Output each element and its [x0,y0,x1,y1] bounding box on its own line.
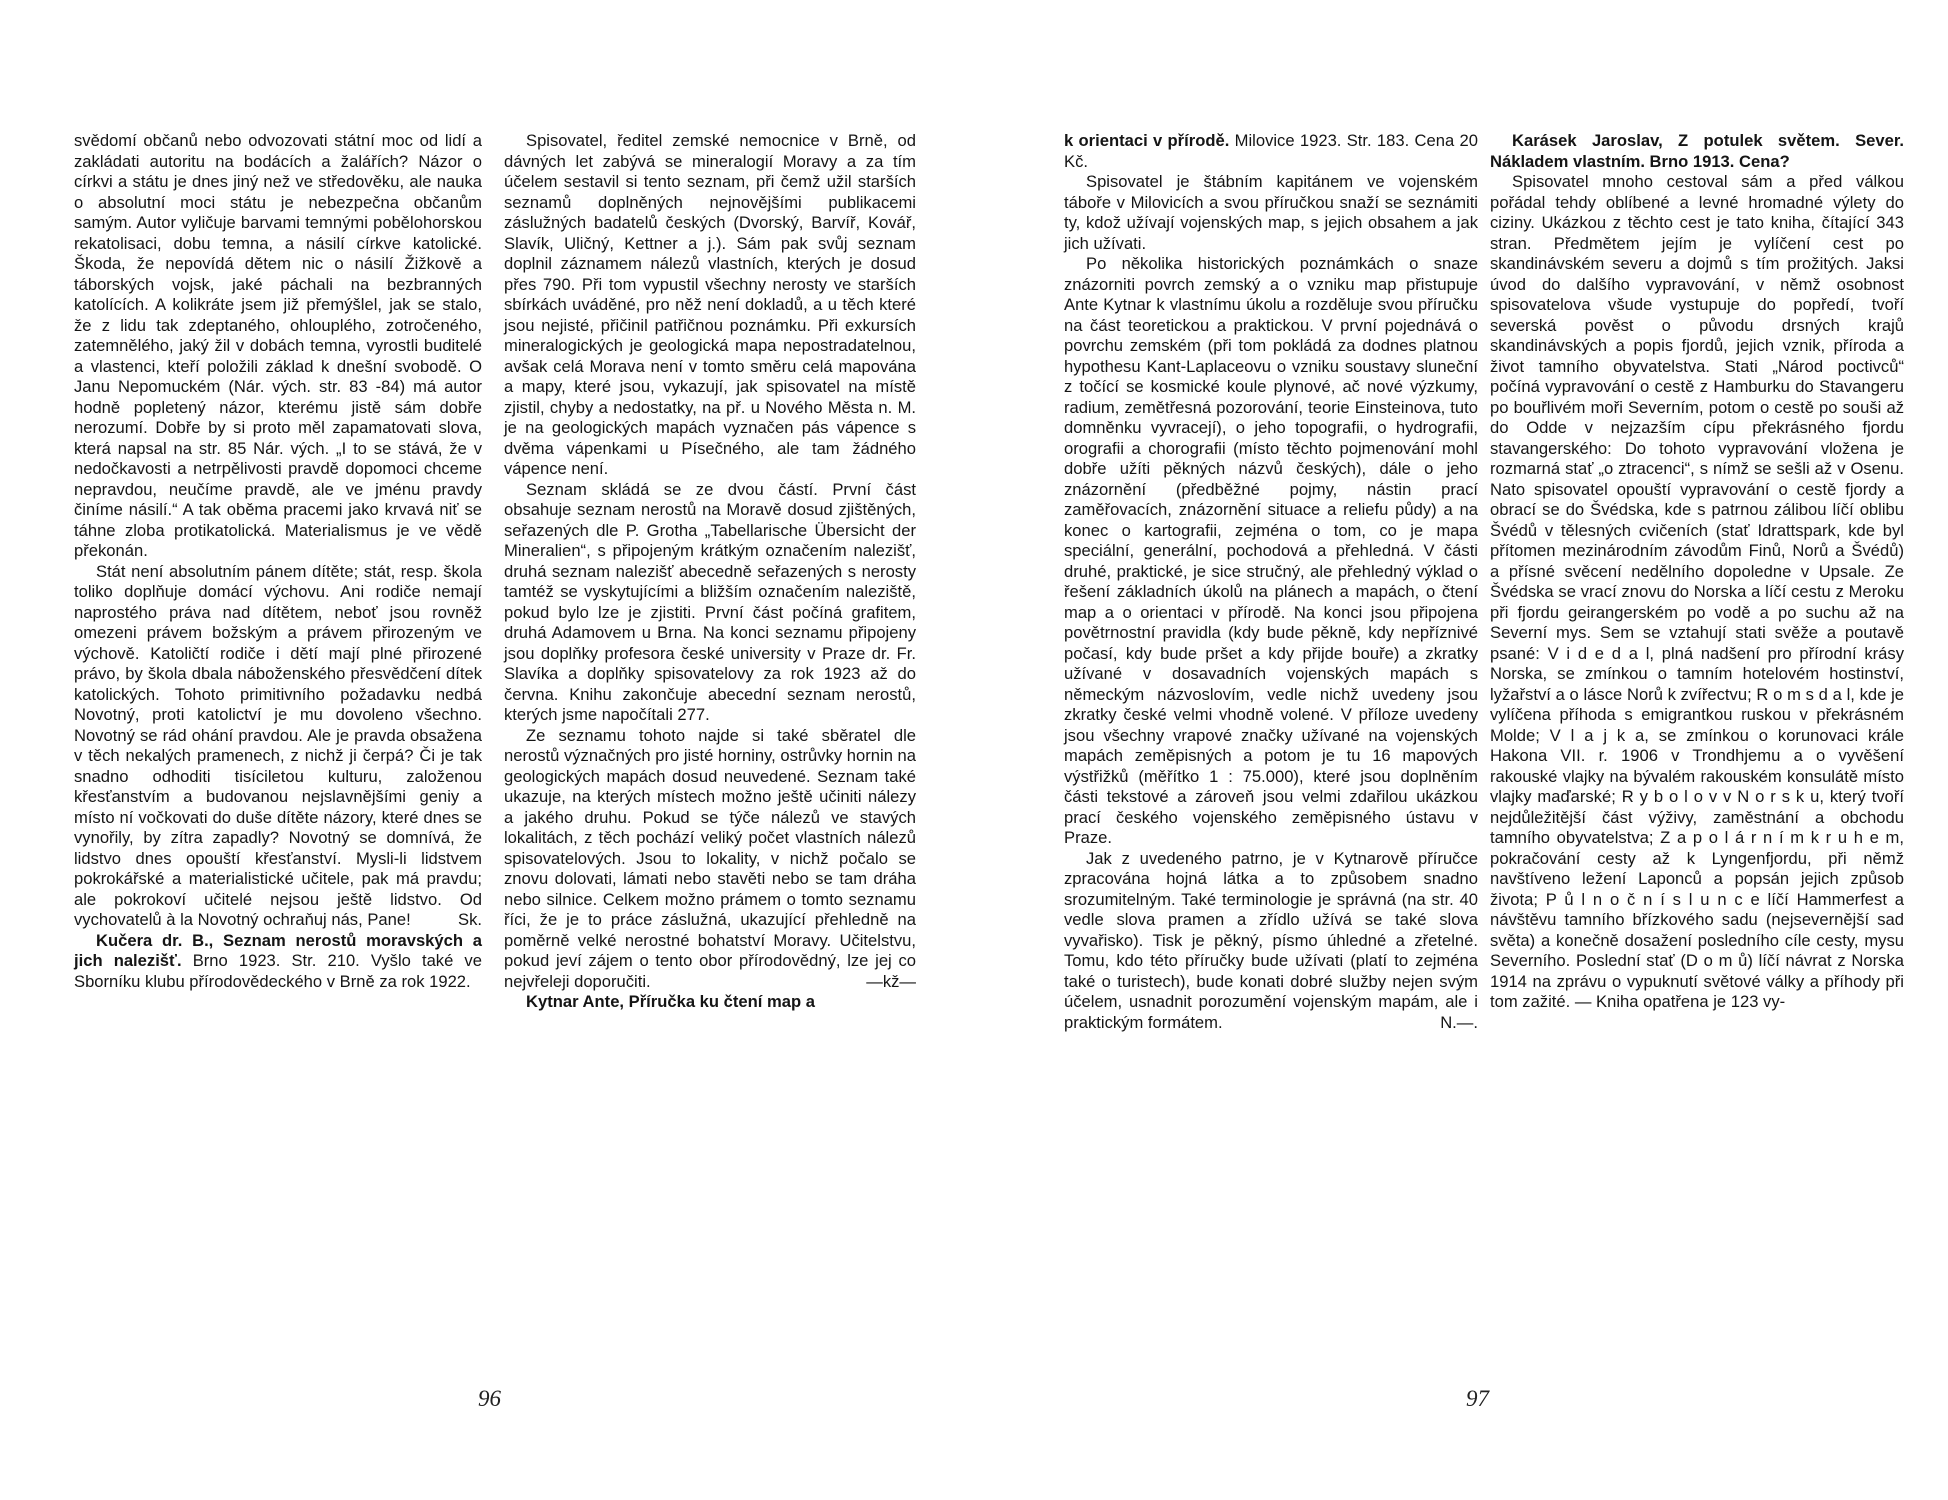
paragraph: Spisovatel je štábním kapitánem ve vojenském táboře v Milovicích a svou příručkou snaží se seznámiti ty, kdož užívají vojenských map, s jejich obsahem a jak jich užívati. [1064,172,1478,253]
right-page-column-1 [1064,131,1478,1033]
paragraph: svědomí občanů nebo odvozovati státní moc od lidí a zakládati autoritu na bodácích a žalářích? Názor o církvi a státu je dnes jiný než ve středověku, ale nauka o absolutní moci státu je nebezpečna občanům samým. Autor vyličuje barvami temnými pobělohorskou rekatolisaci, dobu temna, a násilí církve katolické. Škoda, že nepovídá dětem nic o násilí Žižkově a táborských vojsk, jaké páchali na bezbranných katolících. A kolikráte jsem již přemýšlel, jak se stalo, že z lidu tak zdeptaného, ohlouplého, zotročeného, zatemnělého, jaký žil v dobách temna, vyrostli buditelé a vlastenci, kteří položili základ k dnešní svobodě. O Janu Nepomuckém (Nár. vých. str. 83 -84) má autor hodně popletený názor, kterému jistě sám dobře nerozumí. Dobře by si proto měl zapamatovati slova, která napsal na str. 85 Nár. vých. „I to se stává, že v nedočkavosti a netrpělivosti pravdě dopomoci chceme nepravdou, neučíme pravdě, ale ve jménu pravdy činíme násilí.“ A tak oběma pracemi jako krvavá niť se táhne zloba protikatolická. Materialismus je ve vědě překonán. [74,131,482,560]
paragraph: Spisovatel, ředitel zemské nemocnice v Brně, od dávných let zabývá se mineralogií Moravy a za tím účelem sestavil si tento seznam, při čemž užil starších seznamů doplněných nejnovějšími publikacemi záslužných badatelů českých (Dvorský, Barvíř, Kovář, Slavík, Uličný, Kettner a j.). Sám pak svůj seznam doplnil záznamem nálezů vlastních, kterých je dosud přes 790. Při tom vypustil všechny nerosty ve starších sbírkách uváděné, pro něž není dokladů, a u těch které jsou nejisté, přičinil patřičnou poznámku. Při exkursích mineralogických je geologická mapa nepostradatelnou, avšak celá Morava není v tomto směru celá mapována a mapy, které jsou, vykazují, jak spisovatel na místě zjistil, chyby a nedostatky, na př. u Nového Města n. M. je na geologických mapách vyznačen pás vápence s dvěma vápenkami u Písečného, ale tam žádného vápence není. [504,131,916,478]
right-page-column-2 [1490,131,1904,1013]
review-heading: Kytnar Ante, Příručka ku čtení map a [526,992,815,1011]
page-number: 96 [478,1386,501,1411]
left-page-column-1 [74,131,482,992]
paragraph: Po několika historických poznámkách o snaze znázorniti povrch zemský a o vzniku map přistupuje Ante Kytnar k vlastnímu úkolu a rozděluje svou příručku na část teoretickou a praktickou. V první pojednává o povrchu zemském (při tom pokládá za dodnes platnou hypothesu Kant-Laplaceovu o vzniku soustavy sluneční z točící se kosmické koule plynové, ač nové výzkumy, radium, zemětřesná pozorování, teorie Einsteinova, tuto domněnku vyvracejí), o jeho topografii, o hydrografii, orografii a chorografii (místo těchto pojmenování mohl dobře užíti pěkných názvů českých), dále o jeho znázornění (předběžné pojmy, nástin prací zaměřovacích, znázornění situace a reliefu půdy) a na konec o kartografii, zejména o tom, co je mapa speciální, generální, pochodová a přehledná. V části druhé, praktické, je sice stručný, ale přehledný výklad o řešení základních úkolů na plánech a mapách, o čtení map a o orientaci v přírodě. Na konci jsou připojena povětrnostní pravidla (kdy bude pěkně, kdy nepříznivé počasí, kdy bude pršet a kdy přijde bouře) a zkratky užívané v dosavadních vojenských mapách s německým názvoslovím, vedle nichž uvedeny jsou zkratky české velmi vhodně volené. V příloze uvedeny jsou všechny vrapové značky užívané na vojenských mapách zeměpisných a potom je tu 16 mapových výstřižků (měřítko 1 : 75.000), které jsou doplněním části tekstové a zároveň jsou velmi zdařilou ukázkou prací českého vojenského zeměpisného ústavu v Praze. [1064,254,1478,847]
paragraph-text: Jak z uvedeného patrno, je v Kytnarově příručce zpracována hojná látka a to způsobem snadno srozumitelným. Také terminologie je správná (na str. 40 vedle slova pramen a zřídlo užívá se také slova vyvařisko). Tisk je pěkný, písmo úhledné a zřetelné. Tomu, kdo této příručky bude užívati (platí to zejména také o turistech), bude konati dobré služby nejen svým účelem, usnadnit porozumění vojenským mapám, ale i praktickým formátem. [1064,848,1478,1032]
paragraph [74,562,482,931]
paragraph-text: Stát není absolutním pánem dítěte; stát, resp. škola toliko doplňuje domácí výchovu. Ani rodiče nemají naprostého práva nad dítětem, neboť jsou rovněž omezeni právem božským a právem přirozeným ve výchově. Katoličtí rodiče i dětí mají plné přirozené právo, by škola dbala náboženského přesvědčení dítek katolických. Tohoto primitivního požadavku nedbá Novotný, proti katolictví je mu dovoleno všechno. Novotný se rád ohání pravdou. Ale je pravda obsažena v těch nekalých pramenech, z nichž ji čerpá? Či je tak snadno odhoditi tisíciletou kulturu, založenou křesťanstvím a budovanou nejslavnějšími geniy a místo ní vočkovati do duše dítěte názory, které dnes se vynořily, by zítra zapadly? Novotný se domnívá, že lidstvo dnes opouští křesťanství. Mysli-li lidstvem pokrokářské a materialistické učitele, pak má pravdu; ale pokrokoví učitelé nejsou ještě lidstvo. Od vychovatelů à la Novotný ochraňuj nás, Pane! [74,561,482,929]
paragraph: Spisovatel mnoho cestoval sám a před válkou pořádal tehdy oblíbené a levné hromadné výlety do ciziny. Ukázkou z těchto cest je tato kniha, čítající 343 stran. Předmětem jejím je vylíčení cest po skandinávském severu a dojmů s tím prožitých. Jaksi úvod do dalšího vypravování, v němž osobnost spisovatelova všude vystupuje do popředí, tvoří severská pověst o původu drsných krajů skandinávských a popis fjordů, jejich vznik, příroda a život tamního obyvatelstva. Stati „Národ poctivců“ počíná vypravování o cestě z Hamburku do Stavangeru po bouřlivém moři Severním, potom o cestě po souši až do Odde v nejzazším cípu překrásného fjordu stavangerského: Do tohoto vypravování vložena je rozmarná stať „o ztracenci“, s nímž se sešli až v Osenu. Nato spisovatel opouští vypravování o cestě fjordy a obrací se do Švédska, kde s patrnou zálibou líčí oblibu Švédů v tělesných cvičeních (stať Idrattspark, kde byl přítomen mezinárodním závodům Finů, Norů a Švédů) a přísné svěcení nedělního dopoledne v Upsale. Ze Švédska se vrací znovu do Norska a líčí cestu z Meroku při fjordu geirangerském po vodě a po suchu až na Severní mys. Sem se vztahují stati svěže a poutavě psané: V i d e d a l, plná nadšení pro přírodní krásy Norska, se zmínkou o tamním hotelovém hostinství, lyžařství a o lásce Norů k zvířectvu; R o m s d a l, kde je vylíčena příhoda s emigrantkou ruskou v překrásném Molde; V l a j k a, se zmínkou o korunovaci krále Hakona VII. r. 1906 v Trondhjemu a o vyvěšení rakouské vlajky na bývalém rakouském konsulátě místo vlajky maďarské; R y b o l o v v N o r s k u, který tvoří nejdůležitější část výživy, zaměstnání a obchodu tamního obyvatelstva; Z a p o l á r n í m k r u h e m, pokračování cesty až k Lyngenfjordu, při němž navštíveno ležení Laponců a popsán jejich způsob života; P ů l n o č n í s l u n c e líčí Hammerfest a návštěvu tamního břízkového sadu (nejsevernější sad světa) a konečně dosažení posledního cíle cesty, mysu Severního. Poslední stať (D o m ů) líčí návrat z Norska 1914 na zprávu o vypuknutí světové války a příhody při tom zažité. — Kniha opatřena je 123 vy- [1490,172,1904,1011]
review-heading: k orientaci v přírodě. [1064,131,1230,150]
signature: —kž— [866,971,916,991]
paragraph [504,726,916,993]
paragraph-text: Ze seznamu tohoto najde si také sběratel dle nerostů význačných pro jisté horniny, ostrůvky hornin na geologických mapách dosud neuvedené. Seznam také ukazuje, na kterých místech možno ještě učiniti nálezy a jakého druhu. Pokud se týče nálezů ve stavých lokalitách, z těch pochází veliký počet vlastních nálezů spisovatelových. Jsou to lokality, v nichž počalo se znovu dolovati, lámati nebo stavěti nebo se tam dráha nebo silnice. Celkem možno prámem o tomto seznamu říci, že je to práce záslužná, ukazující přehledně na poměrně velké nerostné bohatství Moravy. Učitelstvu, pokud jeví zájem o tento obor přírodovědný, lze jej co nejvřeleji doporučiti. [504,725,916,991]
page-number: 97 [1466,1386,1489,1411]
signature: Sk. [458,910,482,929]
review-heading-tail: Milovice 1923. Str. 183. Cena 20 Kč. [1064,131,1478,171]
review-entry [74,931,482,993]
paragraph: Seznam skládá se ze dvou částí. První část obsahuje seznam nerostů na Moravě dosud zjištěných, seřazených dle P. Grotha „Tabellarische Übersicht der Mineralien“, s připojeným krátkým označením nalezišť, druhá seznam nalezišť abecedně seřazených s nerosty tamtéž se vyskytujícími a bližším označením naleziště, pokud bylo lze je zjistiti. První část počíná grafitem, druhá Adamovem u Brna. Na konci seznamu připojeny jsou doplňky profesora české university v Praze dr. Fr. Slavíka a doplňky spisovatelovy za rok 1923 až do června. Knihu zakončuje abecední seznam nerostů, kterých jsme napočítali 277. [504,479,916,724]
signature: N.—. [1440,1012,1478,1032]
paragraph [1064,849,1478,1034]
review-heading-continuation [1064,131,1478,172]
review-heading-tail: Brno 1923. Str. 210. Vyšlo také ve Sborníku klubu přírodovědeckého v Brně za rok 1922. [74,951,482,991]
left-page-column-2 [504,131,916,1013]
review-heading: Karásek Jaroslav, Z potulek světem. Sever. Nákladem vlastním. Brno 1913. Cena? [1490,131,1904,171]
review-heading: Kučera dr. B., Seznam nerostů moravských a jich nalezišť. [74,930,482,970]
